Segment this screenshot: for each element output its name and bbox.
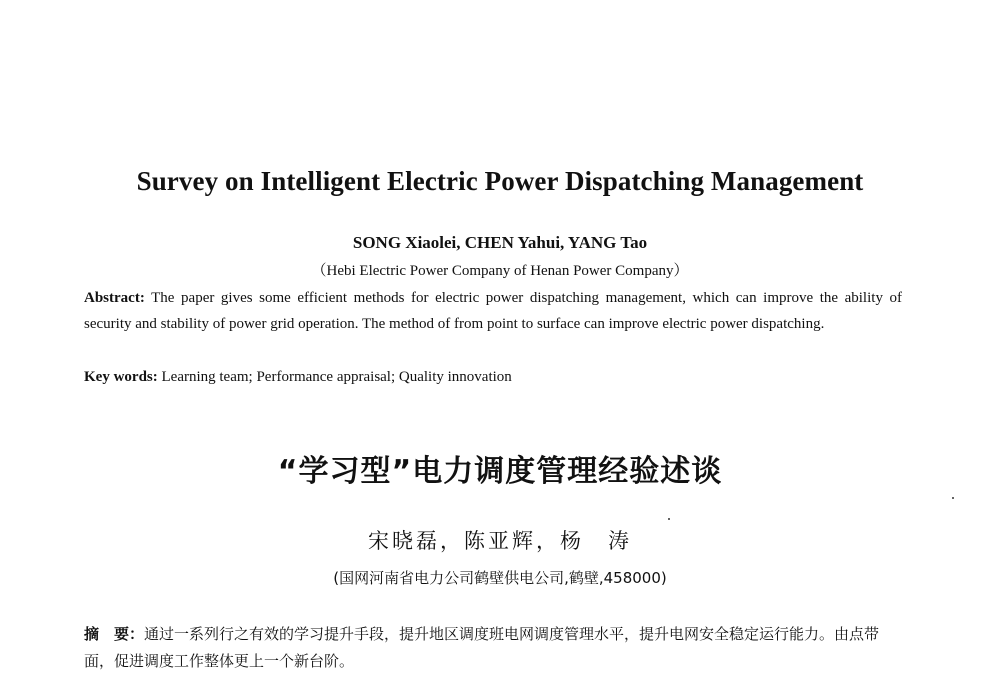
- english-authors: SONG Xiaolei, CHEN Yahui, YANG Tao: [352, 233, 648, 252]
- scan-speck: [952, 497, 954, 499]
- chinese-title: “学习型”电力调度管理经验述谈: [277, 454, 723, 489]
- chinese-authors: 宋晓磊，陈亚辉，杨 涛: [368, 529, 632, 553]
- keywords-label: Key words:: [84, 369, 158, 385]
- abstract-text: The paper gives some efficient methods for electric power dispatching management, which can improve the ability of security and stability of power grid operation. The method of from point to surface can improve electric power dispatching.: [84, 290, 903, 332]
- chinese-abstract-text: 通过一系列行之有效的学习提升手段，提升地区调度班电网调度管理水平，提升电网安全稳定运行能力。由点带面，促进调度工作整体更上一个新台阶。: [84, 625, 880, 670]
- english-title: Survey on Intelligent Electric Power Dispatching Management: [136, 166, 864, 196]
- english-keywords: [84, 365, 902, 389]
- english-affiliation: （Hebi Electric Power Company of Henan Power Company）: [311, 263, 689, 279]
- chinese-abstract-label: 摘 要：: [84, 625, 145, 643]
- scan-speck: [668, 518, 670, 520]
- chinese-abstract: [84, 621, 904, 675]
- chinese-affiliation: (国网河南省电力公司鹤壁供电公司,鹤壁,458000): [333, 569, 667, 587]
- abstract-label: Abstract:: [84, 290, 145, 306]
- english-abstract: [84, 285, 902, 337]
- keywords-text: Learning team; Performance appraisal; Quality innovation: [161, 369, 512, 385]
